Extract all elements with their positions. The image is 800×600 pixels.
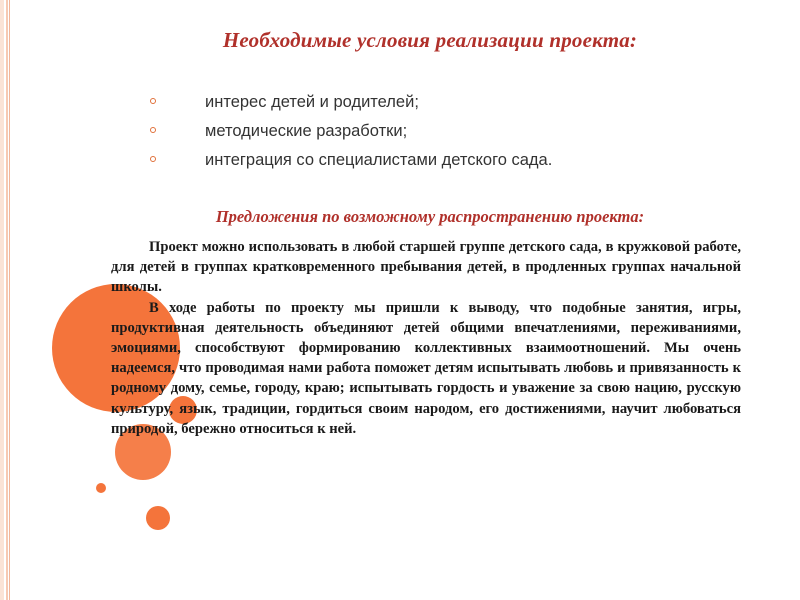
bullet-circle-icon (150, 156, 156, 162)
list-item (150, 89, 710, 118)
list-item-text: интеграция со специалистами детского сада. (205, 151, 553, 169)
left-stripe-3 (9, 0, 10, 600)
left-stripe-2 (6, 0, 8, 600)
paragraph: Проект можно использовать в любой старшей группе детского сада, в кружковой работе, для детей в группах кратковременного пребывания детей, в продленных группах начальной школы. (111, 239, 741, 296)
bullet-circle-icon (150, 127, 156, 133)
list-item-text: интерес детей и родителей; (205, 93, 419, 111)
list-item (150, 118, 710, 147)
bottom-orange-circle (146, 506, 170, 530)
conditions-list (150, 89, 710, 176)
paragraph: В ходе работы по проекту мы пришли к выводу, что подобные занятия, игры, продуктивная деятельность объединяют детей общими впечатлениями, переживаниями, эмоциями, способствуют формированию коллективных взаимоотношений. Мы очень надеемся, что проводимая нами работа поможет детям испытывать любовь и привязанность к родному дому, семье, городу, краю; испытывать гордость и уважение за свою нацию, русскую культуру, язык, традиции, гордиться своим народом, его достижениями, научит любоваться природой, бережно относиться к ней. (111, 299, 741, 437)
body-text (111, 237, 741, 439)
list-item (150, 147, 710, 176)
tiny-orange-dot (96, 483, 106, 493)
left-stripe-1 (0, 0, 4, 600)
slide-title: Необходимые условия реализации проекта: (222, 28, 638, 52)
bullet-circle-icon (150, 98, 156, 104)
section-subtitle: Предложения по возможному распространению проекта: (215, 207, 645, 226)
list-item-text: методические разработки; (205, 122, 408, 140)
